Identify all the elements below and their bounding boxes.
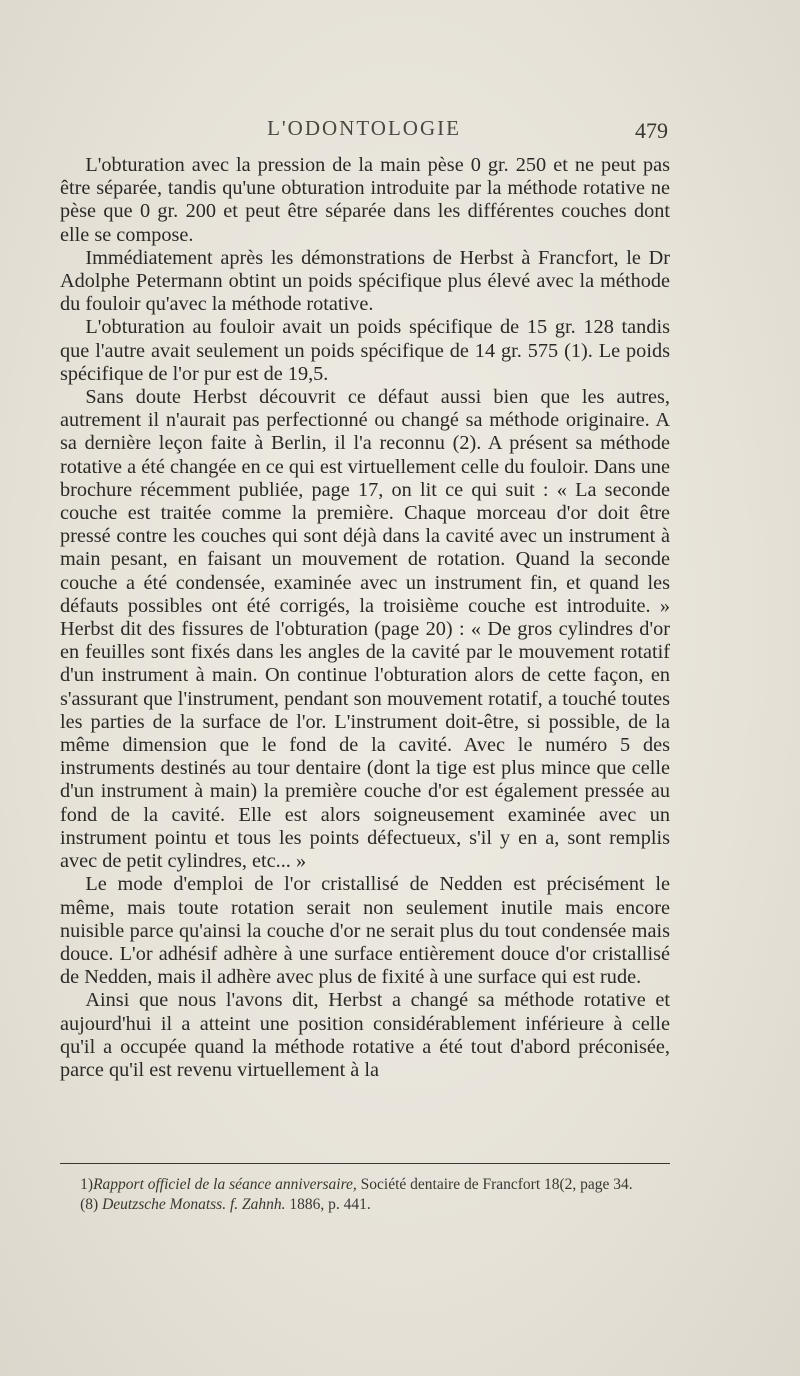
page-header (60, 116, 668, 146)
footnote (60, 1195, 670, 1215)
paragraph: L'obturation au fouloir avait un poids spécifique de 15 gr. 128 tandis que l'autre avait seulement un poids spécifique de 14 gr. 575 (1). Le poids spécifique de l'or pur est de 19,5. (60, 316, 670, 385)
footnote-title: Rapport officiel de la séance anniversaire, (93, 1176, 357, 1193)
running-head: L'ODONTOLOGIE (267, 116, 461, 140)
paragraph: Ainsi que nous l'avons dit, Herbst a changé sa méthode rotative et aujourd'hui il a atteint une position considérablement inférieure à celle qu'il a occupée quand la méthode rotative a été tout d'abord préconisée, parce qu'il est revenu virtuellement à la (60, 989, 670, 1081)
paragraph: Le mode d'emploi de l'or cristallisé de Nedden est précisément le même, mais toute rotation serait non seulement inutile mais encore nuisible parce qu'ainsi la couche d'or ne serait plus du tout condensée mais douce. L'or adhésif adhère à une surface entièrement douce d'or cristallisé de Nedden, mais il adhère avec plus de fixité à une surface qui est rude. (60, 873, 670, 989)
footnote-text: 1886, p. 441. (285, 1196, 371, 1213)
footnote (60, 1175, 670, 1195)
paragraph: Sans doute Herbst découvrit ce défaut aussi bien que les autres, autrement il n'aurait pas perfectionné ou changé sa méthode originaire. A sa dernière leçon faite à Berlin, il l'a reconnu (2). A présent sa méthode rotative a été changée en ce qui est virtuellement celle du fouloir. Dans une brochure récemment publiée, page 17, on lit ce qui suit : « La seconde couche est traitée comme la première. Chaque morceau d'or doit être pressé contre les couches qui sont déjà dans la cavité avec un instrument à main pesant, en faisant un mouvement de rotation. Quand la seconde couche a été condensée, examinée avec un instrument fin, et quand les défauts possibles ont été corrigés, la troisième couche est introduite. » Herbst dit des fissures de l'obturation (page 20) : « De gros cylindres d'or en feuilles sont fixés dans les angles de la cavité par le mouvement rotatif d'un instrument à main. On continue l'obturation alors de cette façon, en s'assurant que l'instrument, pendant son mouvement rotatif, a touché toutes les parties de la surface de l'or. L'instrument doit-être, si possible, de la même dimension que le fond de la cavité. Avec le numéro 5 des instruments destinés au tour dentaire (dont la tige est plus mince que celle d'un instrument à main) la première couche d'or est également pressée au fond de la cavité. Elle est alors soigneusement examinée avec un instrument pointu et tous les points défectueux, s'il y en a, sont remplis avec de petit cylindres, etc... » (60, 386, 670, 873)
body-text (60, 154, 670, 1082)
page-number: 479 (635, 118, 668, 143)
footnote-marker: (8) (80, 1196, 103, 1213)
paragraph: L'obturation avec la pression de la main pèse 0 gr. 250 et ne peut pas être séparée, tandis qu'une obturation introduite par la méthode rotative ne pèse que 0 gr. 200 et peut être séparée dans les différentes couches dont elle se compose. (60, 154, 670, 246)
footnote-rule (60, 1163, 670, 1164)
footnotes (60, 1175, 670, 1215)
footnote-title: Deutzsche Monatss. f. Zahnh. (102, 1196, 286, 1213)
paragraph: Immédiatement après les démonstrations de Herbst à Francfort, le Dr Adolphe Petermann obtint un poids spécifique plus élevé avec la méthode du fouloir qu'avec la méthode rotative. (60, 246, 670, 316)
footnote-text: Société dentaire de Francfort 18(2, page 34. (356, 1176, 633, 1193)
footnote-marker: 1) (80, 1176, 94, 1193)
